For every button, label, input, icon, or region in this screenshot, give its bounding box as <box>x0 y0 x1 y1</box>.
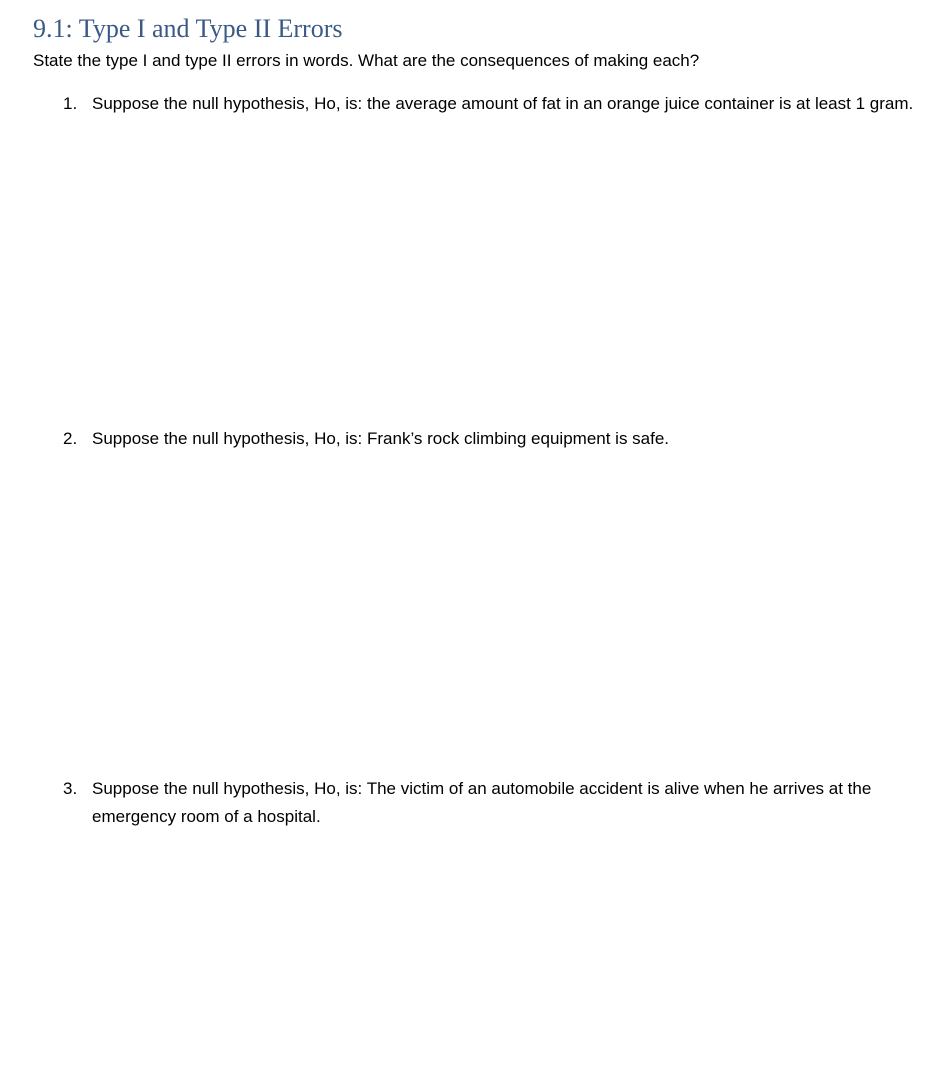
question-text: Suppose the null hypothesis, Ho, is: Frank’s rock climbing equipment is safe. <box>92 429 670 448</box>
question-text: Suppose the null hypothesis, Ho, is: The victim of an automobile accident is alive when he arrives at the emergency room of a hospital. <box>92 779 872 826</box>
page-title: 9.1: Type I and Type II Errors <box>33 14 343 43</box>
question-text: Suppose the null hypothesis, Ho, is: the average amount of fat in an orange juice container is at least 1 gram. <box>92 94 914 113</box>
question-item-3 <box>63 775 923 831</box>
question-number: 2. <box>63 429 78 448</box>
question-number: 3. <box>63 779 78 798</box>
instructions-text: State the type I and type II errors in words. What are the consequences of making each? <box>33 51 700 70</box>
question-item-2 <box>63 425 923 453</box>
question-item-1 <box>63 90 923 118</box>
question-number: 1. <box>63 94 78 113</box>
